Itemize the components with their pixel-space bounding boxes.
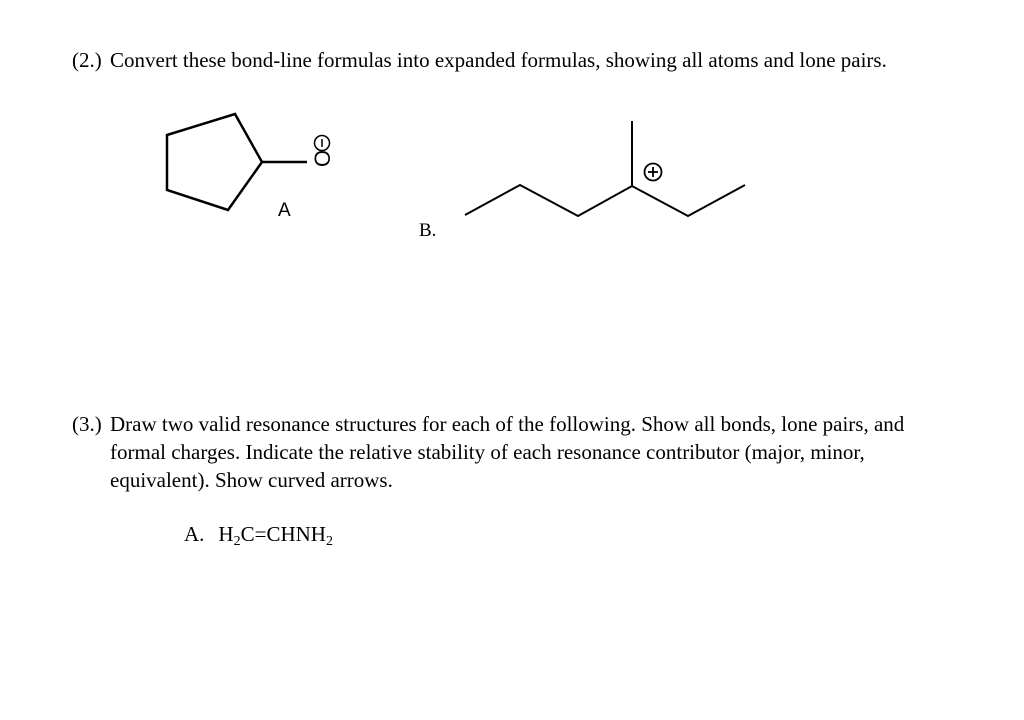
oxygen-atom: O — [310, 149, 335, 167]
part-a-formula: $H_2C=CHNH_2$ — [218, 522, 333, 549]
structure-a-cyclopentyl-oxide — [167, 114, 307, 210]
question-2-number: (2.) — [72, 48, 102, 72]
question-2-text: Convert these bond-line formulas into expanded formulas, showing all atoms and lone pairs. — [110, 48, 887, 72]
part-a-label: A. — [184, 522, 205, 546]
carbon-chain — [465, 185, 745, 216]
question-3-number: (3.) — [72, 412, 102, 436]
positive-charge — [645, 164, 662, 181]
oxygen-anion — [310, 136, 335, 168]
cyclopentane-ring — [167, 114, 262, 210]
structure-b-carbocation — [465, 121, 745, 216]
question-3 — [72, 410, 952, 494]
question-3-part-a — [184, 522, 333, 547]
question-3-text: Draw two valid resonance structures for each of the following. Show all bonds, lone pairs, and formal charges. Indicate the relative stability of each resonance contributor (major, minor, equivalent). Show curved arrows. — [110, 412, 905, 492]
structure-b-label: B. — [419, 220, 437, 241]
structure-a-label: A — [278, 200, 291, 221]
